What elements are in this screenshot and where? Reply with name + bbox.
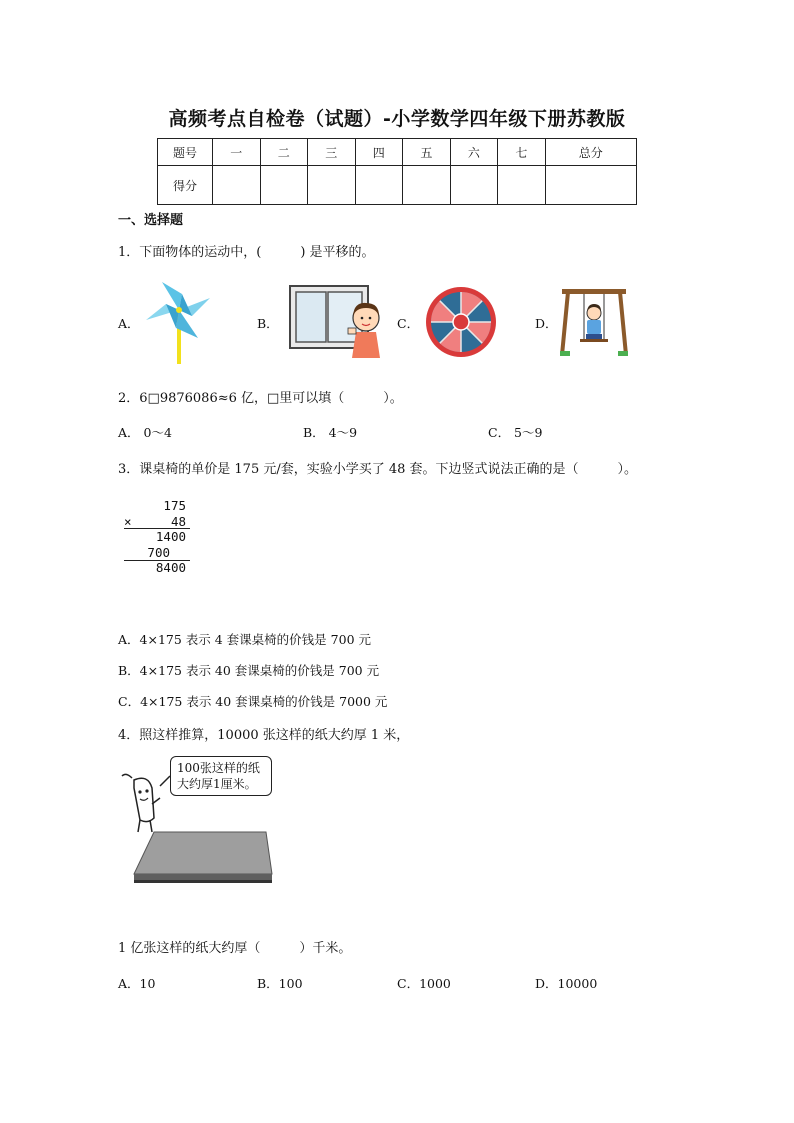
calc-partial-2: 700 [147,544,170,560]
score-cell[interactable] [450,166,498,205]
score-header-cell: 总分 [545,139,636,166]
score-table [157,138,637,205]
swing-icon [558,287,630,357]
page-title: 高频考点自检卷（试题）-小学数学四年级下册苏教版 [168,108,626,130]
calc-times-sign: × [124,513,132,529]
question-4: 4．照这样推算，10000 张这样的纸大约厚 1 米， [118,728,410,743]
score-table-score-row [158,166,637,205]
calc-rule-2 [124,560,190,561]
score-table-header-row [158,139,637,166]
paper-stack-icon [132,828,276,888]
score-cell[interactable] [260,166,308,205]
score-header-cell: 题号 [158,139,213,166]
question-1: 1．下面物体的运动中，( ) 是平移的。 [118,245,375,260]
score-cell[interactable] [355,166,403,205]
score-cell[interactable] [498,166,546,205]
calc-partial-1: 1400 [155,529,186,544]
score-cell[interactable] [308,166,356,205]
q2-option-c[interactable]: C． 5～9 [488,425,543,440]
bubble-line-2: 大约厚1厘米。 [177,777,257,791]
score-header-cell: 六 [450,139,498,166]
q4-option-b[interactable]: B．100 [257,976,303,991]
score-header-cell: 五 [403,139,451,166]
window-girl-icon [288,284,384,360]
score-header-cell: 三 [308,139,356,166]
q3-option-c[interactable]: C．4×175 表示 40 套课桌椅的价钱是 7000 元 [118,694,388,709]
calc-rule-1 [124,528,190,529]
score-cell[interactable] [403,166,451,205]
score-cell[interactable] [213,166,261,205]
score-header-cell: 二 [260,139,308,166]
q3-option-b[interactable]: B．4×175 表示 40 套课桌椅的价钱是 700 元 [118,663,380,678]
q1-option-d-label[interactable]: D． [535,316,558,331]
question-2: 2．6□9876086≈6 亿，□里可以填（ ）。 [118,391,403,406]
q1-option-c-label[interactable]: C． [397,316,420,331]
score-header-cell: 四 [355,139,403,166]
q4-option-c[interactable]: C．1000 [397,976,451,991]
score-row-label: 得分 [158,166,213,205]
calc-product: 8400 [155,560,186,575]
calc-multiplier: 48 [170,513,186,529]
section-heading: 一、选择题 [118,213,184,228]
calc-multiplier-row [124,514,190,530]
q3-option-a[interactable]: A．4×175 表示 4 套课桌椅的价钱是 700 元 [118,632,371,647]
calc-multiplicand: 175 [163,498,186,513]
score-header-cell: 一 [213,139,261,166]
pinwheel-icon [140,276,216,364]
bubble-line-1: 100张这样的纸 [177,761,260,775]
score-header-cell: 七 [498,139,546,166]
q1-option-b-label[interactable]: B． [257,316,279,331]
q1-option-a-label[interactable]: A． [118,316,140,331]
question-3: 3．课桌椅的单价是 175 元/套，实验小学买了 48 套。下边竖式说法正确的是（ ）。 [118,462,638,477]
q4-option-a[interactable]: A．10 [118,976,156,991]
q4-option-d[interactable]: D．10000 [535,976,598,991]
vertical-multiplication [124,498,190,576]
score-cell[interactable] [545,166,636,205]
question-4-continued: 1 亿张这样的纸大约厚（ ）千米。 [118,941,352,956]
q2-option-b[interactable]: B． 4～9 [303,425,358,440]
spinning-wheel-icon [424,285,498,359]
q2-option-a[interactable]: A． 0～4 [118,425,172,440]
speech-bubble [170,756,272,796]
